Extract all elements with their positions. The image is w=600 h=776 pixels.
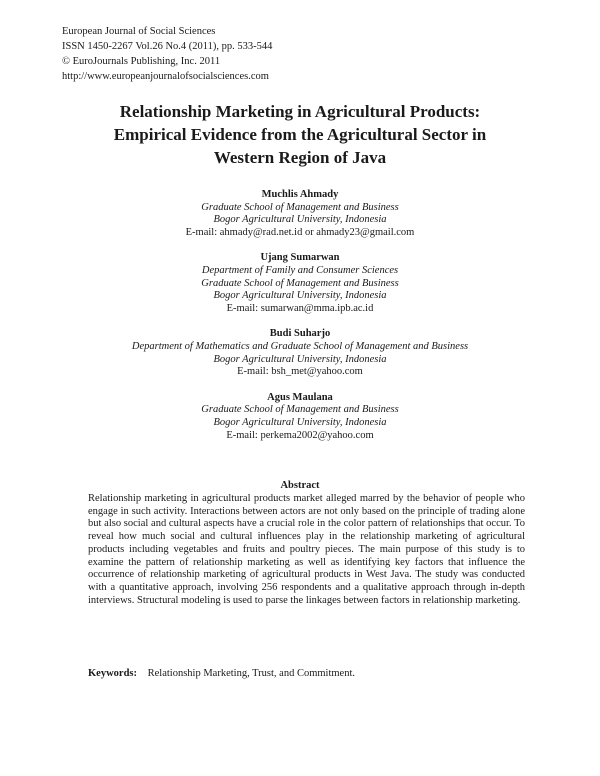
author-name: Ujang Sumarwan (260, 252, 340, 264)
author-affiliation: Graduate School of Management and Business (201, 277, 399, 289)
journal-issn-volume: ISSN 1450-2267 Vol.26 No.4 (2011), pp. 533-544 (62, 41, 273, 52)
journal-name: European Journal of Social Sciences (62, 26, 216, 37)
abstract-heading: Abstract (280, 480, 320, 491)
author-list (60, 189, 540, 455)
author-email[interactable]: E-mail: ahmady@rad.net.id or ahmady23@gmail.com (185, 226, 415, 238)
journal-url[interactable]: http://www.europeanjournalofsocialsciences.com (62, 71, 269, 82)
author-block (60, 328, 540, 378)
author-affiliation: Bogor Agricultural University, Indonesia (213, 290, 387, 302)
author-name: Budi Suharjo (269, 328, 331, 340)
title-line: Western Region of Java (213, 148, 387, 167)
journal-copyright: © EuroJournals Publishing, Inc. 2011 (62, 56, 221, 67)
author-affiliation: Graduate School of Management and Business (201, 201, 399, 213)
author-affiliation: Bogor Agricultural University, Indonesia (213, 416, 387, 428)
keywords (88, 668, 355, 679)
paper-title (60, 100, 540, 169)
author-block (60, 252, 540, 315)
author-affiliation: Department of Family and Consumer Sciences (201, 264, 399, 276)
author-email[interactable]: E-mail: perkema2002@yahoo.com (226, 429, 374, 441)
abstract-text: Relationship marketing in agricultural products market alleged marred by the behavior of people who engage in such activity. Interactions between actors are not only based on the principle of trading alone but also social and cultural aspects have a crucial role in the color pattern of relationships that occur. To reveal how much social and cultural influences play in the relationship marketing of agricultural products including vegetables and fruits and poultry pieces. The main purpose of this study is to examine the pattern of relationship marketing as well as identifying key factors that influence the occurrence of relationship marketing of agricultural products in West Java. The study was conducted with a quantitative approach, involving 256 respondents and a qualitative approach through in-depth interviews. Structural modeling is used to parse the linkages between factors in relationship marketing. (88, 493, 525, 606)
author-block (60, 189, 540, 239)
author-email[interactable]: E-mail: bsh_met@yahoo.com (237, 366, 363, 378)
author-name: Muchlis Ahmady (261, 189, 339, 200)
journal-header (62, 24, 272, 84)
keywords-text: Relationship Marketing, Trust, and Commitment. (147, 668, 355, 679)
title-line: Relationship Marketing in Agricultural Products: (119, 102, 481, 121)
author-block (60, 392, 540, 442)
author-email[interactable]: E-mail: sumarwan@mma.ipb.ac.id (226, 302, 374, 314)
author-affiliation: Bogor Agricultural University, Indonesia (213, 214, 387, 226)
author-affiliation: Bogor Agricultural University, Indonesia (213, 353, 387, 365)
keywords-label: Keywords: (88, 668, 137, 679)
author-name: Agus Maulana (267, 391, 333, 403)
author-affiliation: Graduate School of Management and Business (201, 404, 399, 416)
title-line: Empirical Evidence from the Agricultural Sector in (113, 125, 487, 144)
author-affiliation: Department of Mathematics and Graduate School of Management and Business (131, 340, 469, 352)
